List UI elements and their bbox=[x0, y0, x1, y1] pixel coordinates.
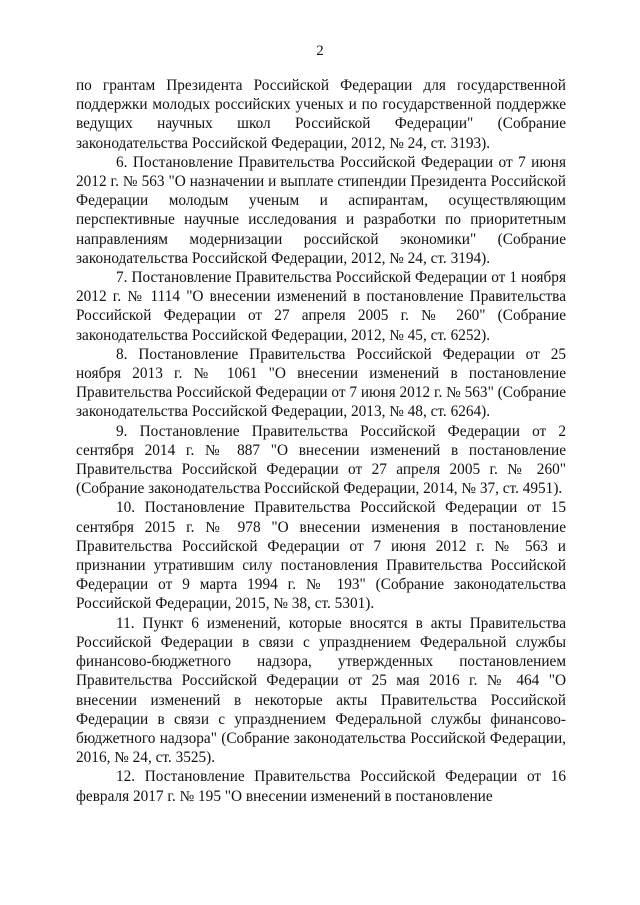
paragraph-continuation: по грантам Президента Российской Федерации для государственной поддержки молодых российских ученых и по государственной поддержке ведущих научных школ Российской Федерации" (Собрание законодательства Российской Федерации, 2012, № 24, ст. 3193). bbox=[76, 77, 566, 152]
paragraph-item-11: 11. Пункт 6 изменений, которые вносятся в акты Правительства Российской Федерации в связи с упразднением Федеральной службы финансово-бюджетного надзора, утвержденных постановлением Правительства Российской Федерации от 25 мая 2016 г. № 464 "О внесении изменений в некоторые акты Правительства Российской Федерации в связи с упразднением Федеральной службы финансово-бюджетного надзора" (Собрание законодательства Российской Федерации, 2016, № 24, ст. 3525). bbox=[76, 614, 566, 767]
paragraph-item-8: 8. Постановление Правительства Российской Федерации от 25 ноября 2013 г. № 1061 "О внесении изменений в постановление Правительства Российской Федерации от 7 июня 2012 г. № 563" (Собрание законодательства Российской Федерации, 2013, № 48, ст. 6264). bbox=[76, 345, 566, 421]
paragraph-item-6: 6. Постановление Правительства Российской Федерации от 7 июня 2012 г. № 563 "О назначении и выплате стипендии Президента Российской Федерации молодым ученым и аспирантам, осуществляющим перспективные научные исследования и разработки по приоритетным направлениям модернизации российской экономики" (Собрание законодательства Российской Федерации, 2012, № 24, ст. 3194). bbox=[76, 153, 566, 267]
paragraph-item-9: 9. Постановление Правительства Российской Федерации от 2 сентября 2014 г. № 887 "О внесении изменений в постановление Правительства Российской Федерации от 27 апреля 2005 г. № 260" (Собрание законодательства Российской Федерации, 2014, № 37, ст. 4951). bbox=[76, 422, 566, 498]
paragraph-item-10: 10. Постановление Правительства Российской Федерации от 15 сентября 2015 г. № 978 "О внесении изменения в постановление Правительства Российской Федерации от 7 июня 2012 г. № 563 и признании утратившим силу постановления Правительства Российской Федерации от 9 марта 1994 г. № 193" (Собрание законодательства Российской Федерации, 2015, № 38, ст. 5301). bbox=[76, 499, 566, 613]
document-body bbox=[76, 76, 566, 806]
page-number: 2 bbox=[316, 43, 324, 59]
paragraph-item-12: 12. Постановление Правительства Российской Федерации от 16 февраля 2017 г. № 195 "О внесении изменений в постановление bbox=[76, 768, 566, 805]
paragraph-item-7: 7. Постановление Правительства Российской Федерации от 1 ноября 2012 г. № 1114 "О внесении изменений в постановление Правительства Российской Федерации от 27 апреля 2005 г. № 260" (Собрание законодательства Российской Федерации, 2012, № 45, ст. 6252). bbox=[76, 269, 566, 344]
